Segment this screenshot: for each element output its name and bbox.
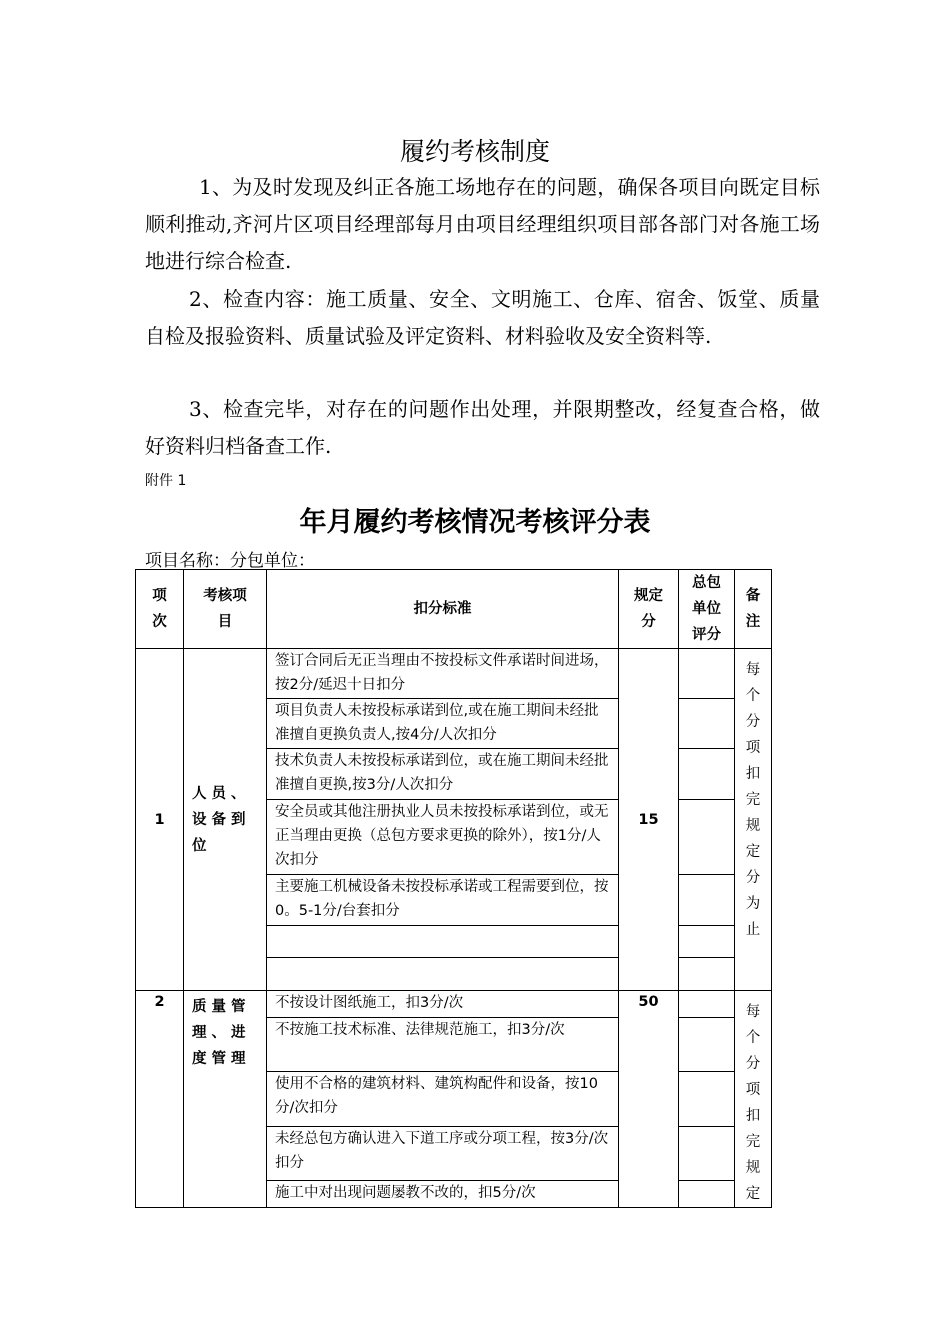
table-row: [136, 649, 772, 699]
group-1-eval-6: [679, 926, 735, 958]
table-row: [136, 991, 772, 1018]
group-2-eval-5: [679, 1180, 735, 1207]
group-1-standard-1: 签订合同后无正当理由不按投标文件承诺时间进场，按2分/延迟十日扣分: [267, 649, 619, 699]
header-remark: 备注: [735, 570, 772, 649]
group-1-eval-7: [679, 958, 735, 991]
group-1-eval-4: [679, 800, 735, 875]
doc-title: 履约考核制度: [399, 137, 550, 166]
group-2-remark: 每 个 分 项 扣 完 规 定: [735, 991, 772, 1208]
project-line: 项目名称：分包单位：: [145, 551, 315, 571]
group-1-no: 1: [136, 649, 184, 991]
group-1-remark: 每 个 分 项 扣 完 规 定 分 为 止: [735, 649, 772, 991]
group-2-eval-2: [679, 1018, 735, 1072]
group-1-standard-3: 技术负责人未按投标承诺到位，或在施工期间未经批准擅自更换,按3分/人次扣分: [267, 749, 619, 800]
group-2-eval-4: [679, 1126, 735, 1180]
group-1-eval-5: [679, 875, 735, 926]
group-2-standard-5: 施工中对出现问题屡教不改的，扣5分/次: [267, 1180, 619, 1207]
group-1-eval-1: [679, 649, 735, 699]
group-2-no: 2: [136, 991, 184, 1208]
table-header-row: [136, 570, 772, 649]
header-eval: 总包单位评分: [679, 570, 735, 649]
paragraph-1: 1、为及时发现及纠正各施工场地存在的问题，确保各项目向既定目标顺利推动,齐河片区项目经理部每月由项目经理组织项目部各部门对各施工场地进行综合检查.: [145, 175, 820, 273]
header-item: 考核项目: [184, 570, 267, 649]
group-1-standard-5: 主要施工机械设备未按投标承诺或工程需要到位，按0。5-1分/台套扣分: [267, 875, 619, 926]
group-1-standard-4: 安全员或其他注册执业人员未按投标承诺到位，或无正当理由更换（总包方要求更换的除外），按1分/人次扣分: [267, 800, 619, 875]
group-2-eval-1: [679, 991, 735, 1018]
group-2-standard-2: 不按施工技术标准、法律规范施工，扣3分/次: [267, 1018, 619, 1072]
group-2-standard-1: 不按设计图纸施工，扣3分/次: [267, 991, 619, 1018]
header-no: 项次: [136, 570, 184, 649]
group-2-eval-3: [679, 1072, 735, 1126]
header-standard: 扣分标准: [267, 570, 619, 649]
score-table: [135, 569, 772, 1208]
paragraph-2: 2、检查内容：施工质量、安全、文明施工、仓库、宿舍、饭堂、质量自检及报验资料、质量试验及评定资料、材料验收及安全资料等.: [145, 287, 820, 348]
group-2-standard-4: 未经总包方确认进入下道工序或分项工程，按3分/次扣分: [267, 1126, 619, 1180]
group-1-item: 人员、设备到位: [184, 649, 267, 991]
group-2-score: 50: [619, 991, 679, 1208]
group-2-item: 质量管理、进度管理: [184, 991, 267, 1208]
group-2-standard-3: 使用不合格的建筑材料、建筑构配件和设备，按10分/次扣分: [267, 1072, 619, 1126]
group-1-standard-2: 项目负责人未按投标承诺到位,或在施工期间未经批准擅自更换负责人,按4分/人次扣分: [267, 699, 619, 749]
group-1-eval-2: [679, 699, 735, 749]
group-1-eval-3: [679, 749, 735, 800]
group-1-standard-6: [267, 926, 619, 958]
table-title: 年月履约考核情况考核评分表: [299, 507, 651, 538]
header-score: 规定分: [619, 570, 679, 649]
group-1-score: 15: [619, 649, 679, 991]
group-1-standard-7: [267, 958, 619, 991]
paragraph-3: 3、检查完毕，对存在的问题作出处理，并限期整改，经复查合格，做好资料归档备查工作.: [145, 397, 820, 458]
annex-label: 附件 1: [145, 473, 187, 489]
